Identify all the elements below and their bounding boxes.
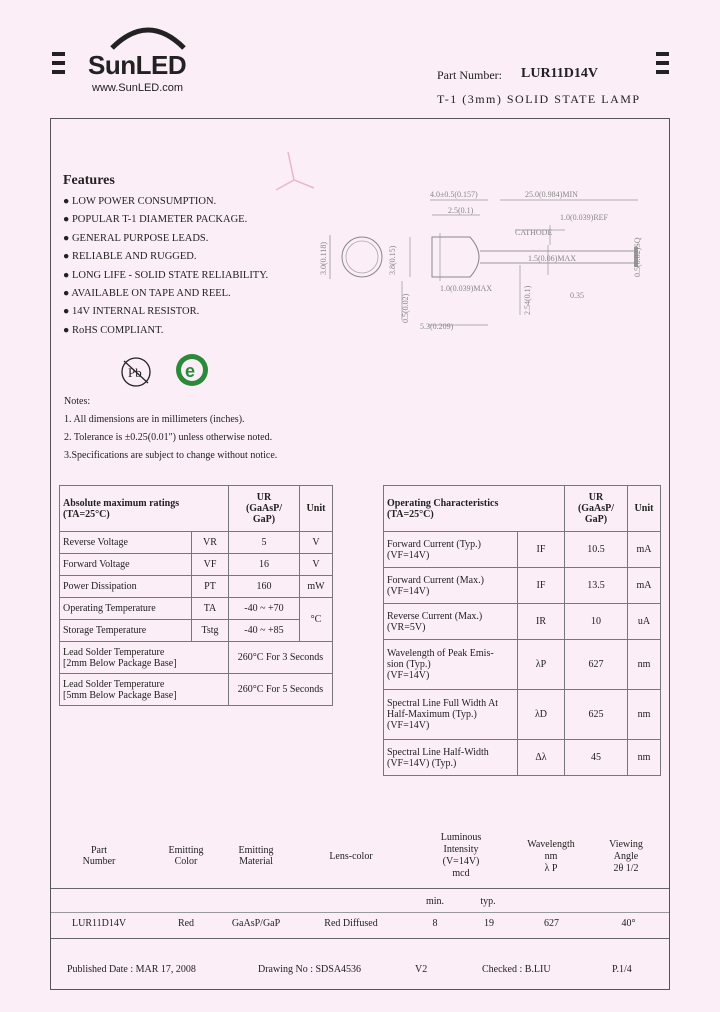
svg-text:4.0±0.5(0.157): 4.0±0.5(0.157) <box>430 190 478 199</box>
company-logo: SunLED <box>88 50 187 80</box>
table-row: Forward Current (Typ.) (VF=14V) IF 10.5 mA <box>384 532 661 568</box>
operating-characteristics-table: Operating Characteristics (TA=25°C) UR (GaAsP/ GaP) Unit Forward Current (Typ.) (VF=14V) IF 10.5 mA Forward Current (Max.) (VF=14V) IF 13.5 mA Reverse Current (Max.) (VR=5V) IR 10 uA Wavelength of Peak Emis- sion (Typ.) (VF=14V) λP 627 nm Spectral Line Full Width At Half-Maximum (Typ.) (VF=14V) λD 625 nm Spectral Line Half-Width (VF=14V) (Typ.) Δλ 45 nm <box>383 485 661 776</box>
part-number: LUR11D14V <box>521 66 599 81</box>
selection-header: Part Number Emitting Color Emitting Material Lens-color Luminous Intensity (V=14V) mcd Wavelength nm λ P Viewing Angle 2θ 1/2 <box>82 832 643 879</box>
absolute-max-table: Absolute maximum ratings (TA=25°C) UR (GaAsP/ GaP) Unit Reverse Voltage VR 5 V Forward Voltage VF 16 V Power Dissipation PT 160 mW Operating Temperature TA -40 ~ +70 °C Storage Temperature Tstg -40 ~ +85 Lead Solder Temperature [2mm Below Package Base] 260°C For 3 Seconds Lead Solder Temperature [5mm Below Package Base] 260°C For 5 Seconds <box>59 485 333 706</box>
table-row: Spectral Line Half-Width (VF=14V) (Typ.) Δλ 45 nm <box>384 740 661 776</box>
svg-text:0.5(0.02)SQ: 0.5(0.02)SQ <box>633 237 642 277</box>
pb-free-icon <box>118 355 154 389</box>
drawing-number: Drawing No : SDSA4536 <box>258 964 362 975</box>
divider <box>51 912 669 913</box>
table-row: LUR11D14V Red GaAsP/GaP Red Diffused 8 19 627 40° <box>72 918 636 929</box>
abs-max-header: Absolute maximum ratings (TA=25°C) <box>60 486 229 532</box>
header-mark-left <box>52 61 65 65</box>
svg-text:CATHODE: CATHODE <box>515 228 553 237</box>
version: V2 <box>415 964 428 975</box>
svg-text:e: e <box>185 361 196 381</box>
company-url[interactable]: www.SunLED.com <box>92 82 184 94</box>
svg-text:25.0(0.984)MIN: 25.0(0.984)MIN <box>525 190 578 199</box>
table-row: Spectral Line Full Width At Half-Maximum (Typ.) (VF=14V) λD 625 nm <box>384 690 661 740</box>
table-row: Power Dissipation PT 160 mW <box>60 576 333 598</box>
table-row: Operating Temperature TA -40 ~ +70 °C <box>60 598 333 620</box>
divider <box>51 888 669 889</box>
svg-text:0.5(0.02): 0.5(0.02) <box>401 293 410 323</box>
header-mark-left <box>52 70 65 74</box>
logo-arc-icon <box>108 18 188 50</box>
feature-item: ● POPULAR T-1 DIAMETER PACKAGE. <box>63 214 248 225</box>
table-row: Forward Current (Max.) (VF=14V) IF 13.5 mA <box>384 568 661 604</box>
svg-text:3.8(0.15): 3.8(0.15) <box>388 245 397 275</box>
feature-item: ● RELIABLE AND RUGGED. <box>63 251 197 262</box>
divider <box>51 938 669 939</box>
svg-text:5.3(0.209): 5.3(0.209) <box>420 322 454 331</box>
svg-text:Pb: Pb <box>128 365 142 380</box>
faint-mark-icon <box>270 150 320 195</box>
svg-text:3.0(0.118): 3.0(0.118) <box>319 241 328 275</box>
header-mark-right <box>656 52 669 56</box>
note-item: 2. Tolerance is ±0.25(0.01") unless otherwise noted. <box>64 432 273 443</box>
feature-item: ● RoHS COMPLIANT. <box>63 325 164 336</box>
feature-item: ● LONG LIFE - SOLID STATE RELIABILITY. <box>63 270 269 281</box>
part-number-label: Part Number: <box>437 68 502 82</box>
table-row: Storage Temperature Tstg -40 ~ +85 <box>60 620 333 642</box>
notes-title: Notes: <box>64 396 91 407</box>
feature-item: ● 14V INTERNAL RESISTOR. <box>63 306 200 317</box>
header-mark-right <box>656 61 669 65</box>
header-mark-right <box>656 70 669 74</box>
svg-text:1.0(0.039)REF: 1.0(0.039)REF <box>560 213 608 222</box>
package-dimension-diagram <box>320 185 660 335</box>
table-row: Wavelength of Peak Emis- sion (Typ.) (VF=14V) λP 627 nm <box>384 640 661 690</box>
feature-item: ● LOW POWER CONSUMPTION. <box>63 196 217 207</box>
table-row: Forward Voltage VF 16 V <box>60 554 333 576</box>
page-number: P.1/4 <box>612 964 632 975</box>
svg-text:2.54(0.1): 2.54(0.1) <box>523 285 532 315</box>
typ-label: typ. <box>480 896 496 907</box>
rohs-icon <box>174 352 210 388</box>
header-mark-left <box>52 52 65 56</box>
published-date: Published Date : MAR 17, 2008 <box>67 964 196 975</box>
features-title: Features <box>63 173 115 188</box>
op-char-header: Operating Characteristics (TA=25°C) <box>384 486 565 532</box>
min-label: min. <box>425 896 445 907</box>
table-row: Reverse Current (Max.) (VR=5V) IR 10 uA <box>384 604 661 640</box>
svg-text:1.0(0.039)MAX: 1.0(0.039)MAX <box>440 284 492 293</box>
note-item: 1. All dimensions are in millimeters (inches). <box>64 414 245 425</box>
svg-text:0.35: 0.35 <box>570 291 584 300</box>
table-row: Lead Solder Temperature [5mm Below Package Base] 260°C For 5 Seconds <box>60 674 333 706</box>
checked-by: Checked : B.LIU <box>482 964 551 975</box>
svg-text:2.5(0.1): 2.5(0.1) <box>448 206 474 215</box>
feature-item: ● GENERAL PURPOSE LEADS. <box>63 233 209 244</box>
svg-text:1.5(0.06)MAX: 1.5(0.06)MAX <box>528 254 576 263</box>
product-subtitle: T-1 (3mm) SOLID STATE LAMP <box>437 92 641 106</box>
feature-item: ● AVAILABLE ON TAPE AND REEL. <box>63 288 231 299</box>
note-item: 3.Specifications are subject to change without notice. <box>64 450 278 461</box>
table-row: Reverse Voltage VR 5 V <box>60 532 333 554</box>
table-row: Lead Solder Temperature [2mm Below Package Base] 260°C For 3 Seconds <box>60 642 333 674</box>
